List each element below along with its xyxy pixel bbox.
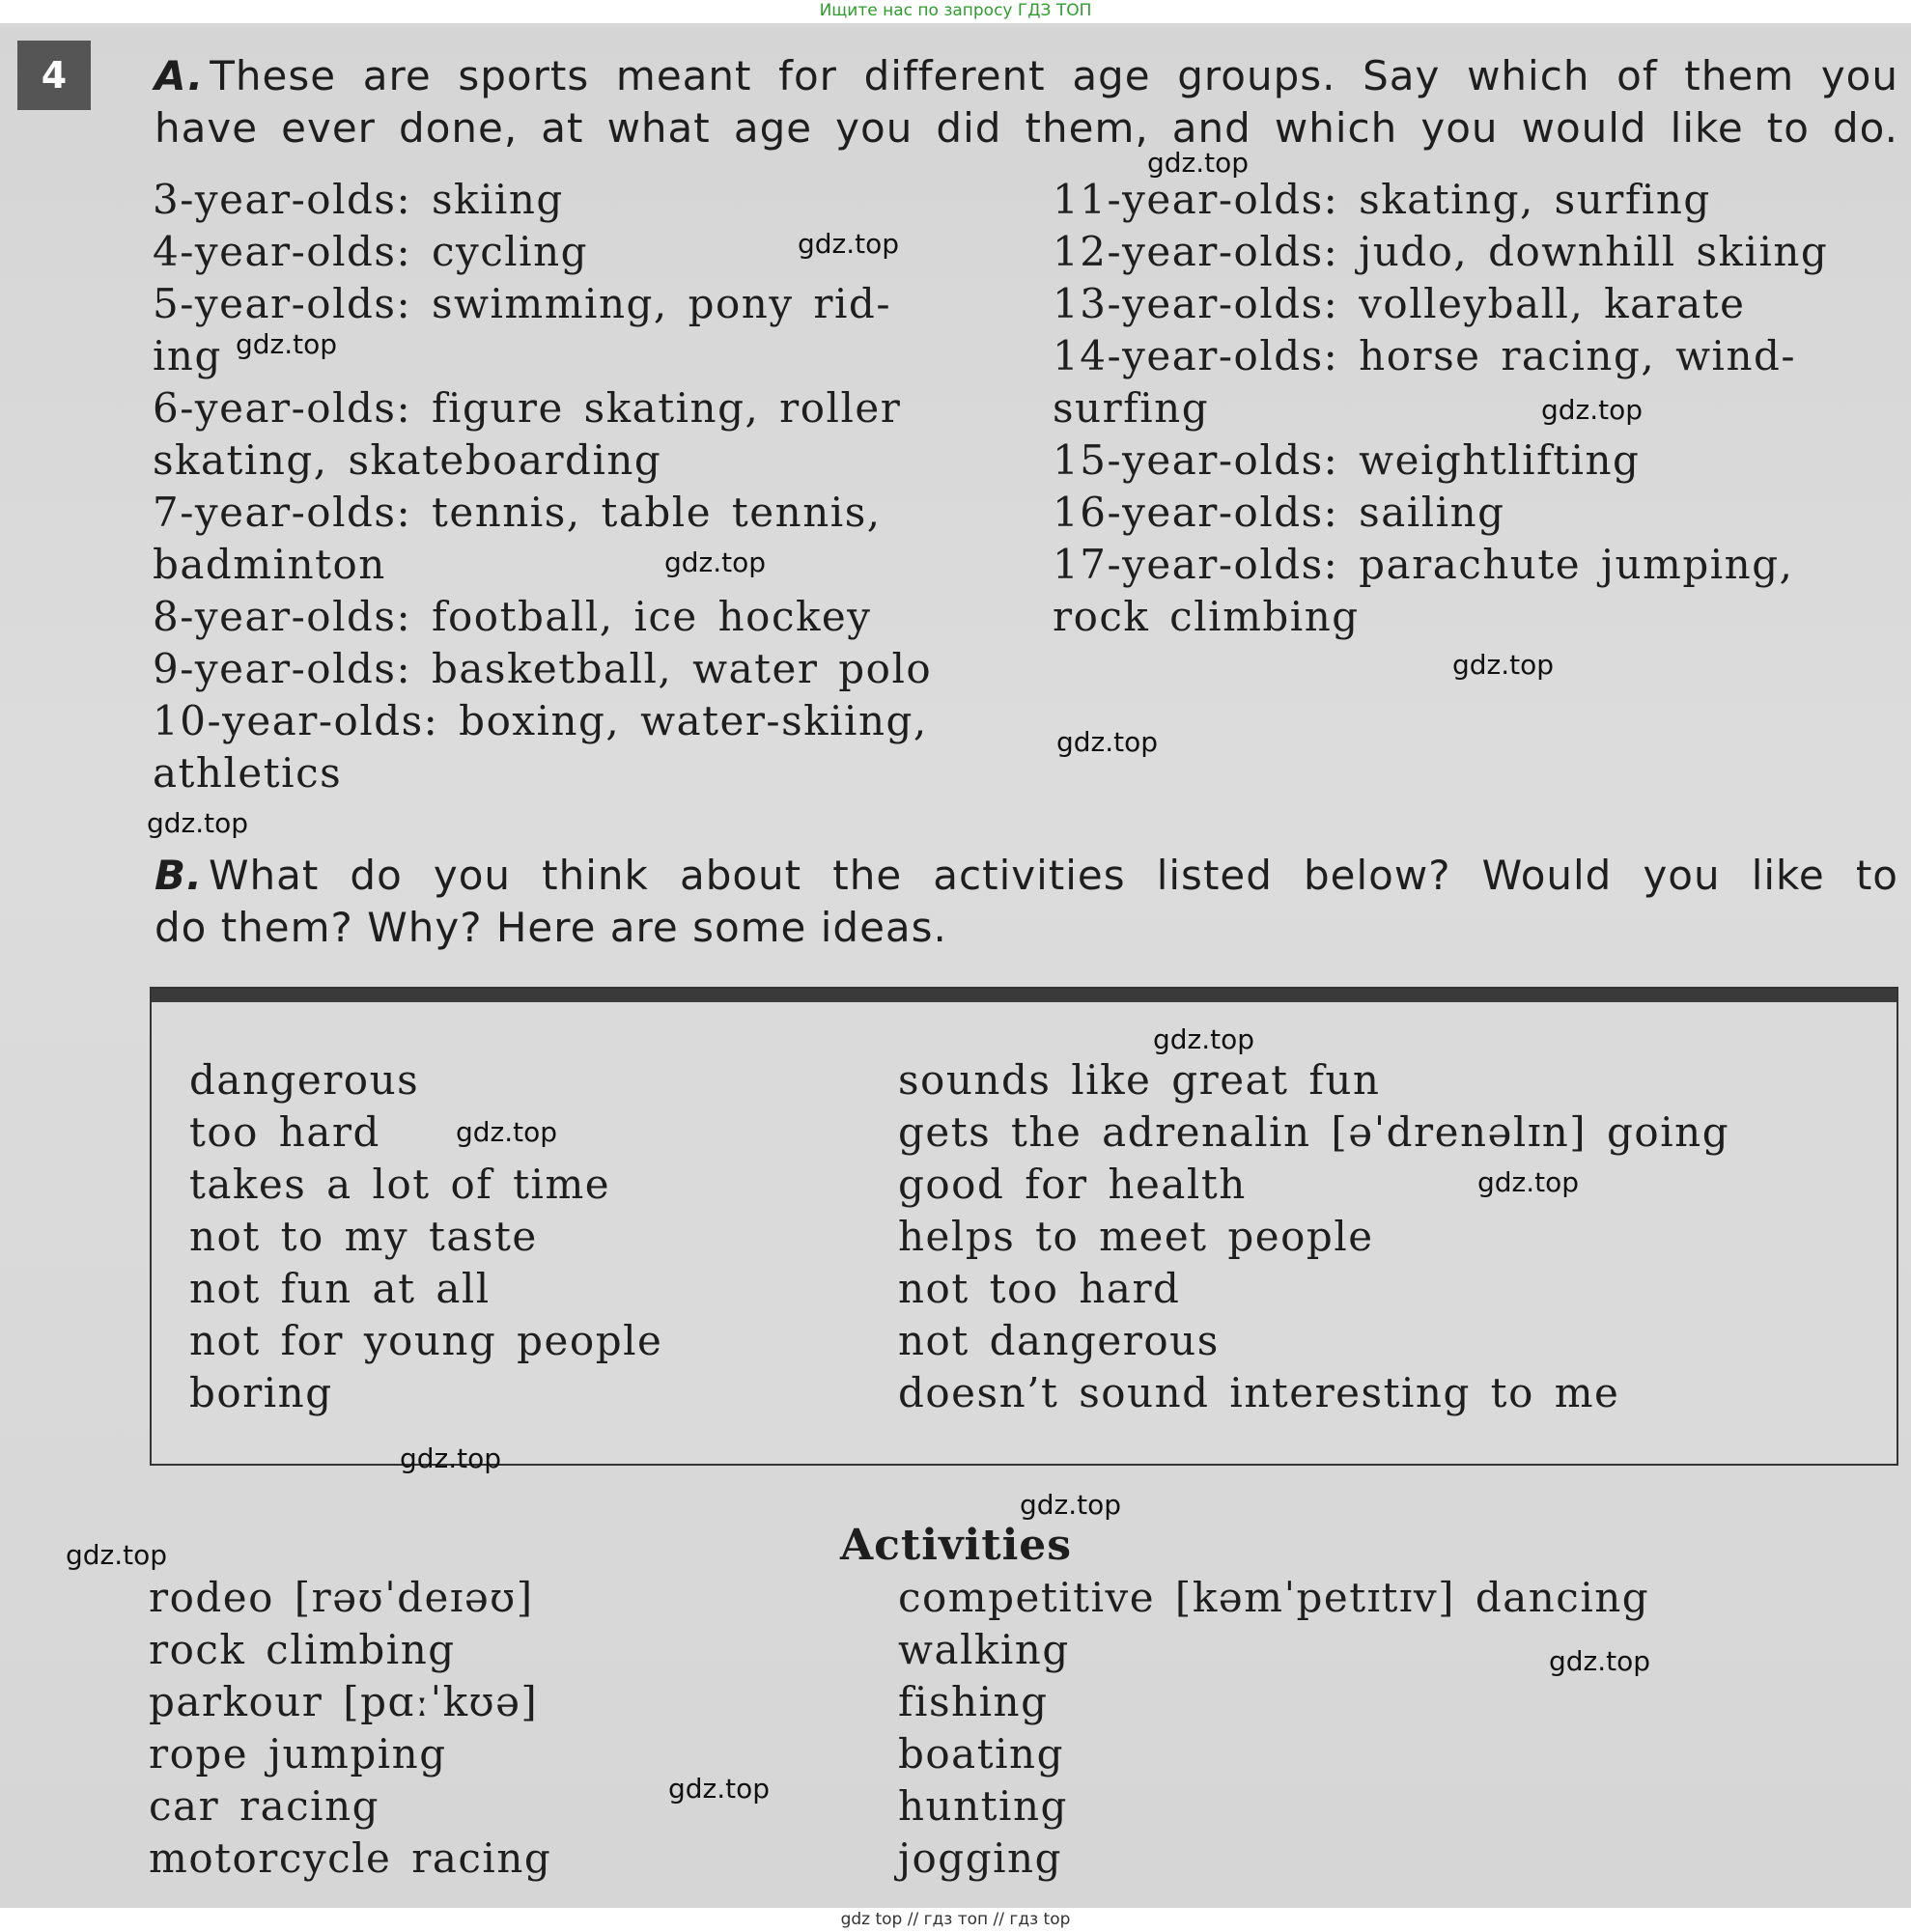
age-line-7-cont: badminton [153,541,386,588]
activity-item: rock climbing [149,1626,456,1673]
age-line-17: 17-year-olds: parachute jumping, [1053,541,1794,588]
watermark: gdz.top [1541,394,1644,426]
age-line-11: 11-year-olds: skating, surfing [1053,176,1711,223]
age-line-4: 4-year-olds: cycling [153,228,589,275]
watermark: gdz.top [66,1539,168,1571]
idea-positive-item: doesn’t sound interesting to me [898,1369,1620,1416]
idea-positive-item: gets the adrenalin [əˈdrenəlɪn] going [898,1108,1730,1156]
activity-item: parkour [pɑːˈkʊə] [149,1678,539,1725]
part-a-instruction-line2: have ever done, at what age you did them, and which you would like to do. [155,104,1898,152]
age-line-6: 6-year-olds: figure skating, roller [153,384,902,432]
idea-positive-item: not dangerous [898,1317,1220,1364]
watermark: gdz.top [664,546,767,578]
idea-negative-item: too hard [189,1108,380,1156]
watermark: gdz.top [400,1442,502,1474]
idea-negative-item: dangerous [189,1056,420,1104]
age-line-8: 8-year-olds: football, ice hockey [153,593,872,640]
activities-heading: Activities [840,1521,1073,1570]
watermark: gdz.top [1147,147,1250,179]
age-line-13: 13-year-olds: volleyball, karate [1053,280,1746,327]
activity-item: walking [898,1626,1070,1673]
part-b-instruction-line2: do them? Why? Here are some ideas. [155,904,947,951]
idea-negative-item: takes a lot of time [189,1161,611,1208]
age-line-15: 15-year-olds: weightlifting [1053,436,1641,484]
part-b-letter: B. [155,852,203,899]
part-b-instruction-line1 [155,850,1898,902]
age-line-6-cont: skating, skateboarding [153,436,662,484]
age-line-12: 12-year-olds: judo, downhill skiing [1053,228,1829,275]
age-line-5-cont: ing [153,332,222,379]
watermark: gdz.top [1452,649,1555,681]
watermark: gdz.top [1549,1645,1651,1677]
age-line-3: 3-year-olds: skiing [153,176,564,223]
activity-item: motorcycle racing [149,1834,552,1882]
exercise-number-badge: 4 [17,41,91,110]
age-line-14-cont: surfing [1053,384,1210,432]
part-a-instruction-text1: These are sports meant for different age groups. Say which of them you [210,52,1898,99]
idea-positive-item: good for health [898,1161,1247,1208]
idea-negative-item: not fun at all [189,1265,491,1312]
activity-item: fishing [898,1678,1049,1725]
age-line-5: 5-year-olds: swimming, pony rid- [153,280,892,327]
watermark: gdz.top [236,328,338,360]
age-line-16: 16-year-olds: sailing [1053,489,1505,536]
idea-negative-item: not to my taste [189,1213,538,1260]
activity-item: hunting [898,1782,1068,1830]
activity-item: rodeo [rəʊˈdeɪəʊ] [149,1574,534,1621]
watermark: gdz.top [1153,1023,1255,1055]
idea-positive-item: not too hard [898,1265,1181,1312]
watermark: gdz.top [798,228,900,260]
age-line-9: 9-year-olds: basketball, water polo [153,645,933,692]
activity-item: competitive [kəmˈpetɪtɪv] dancing [898,1574,1650,1621]
activity-item: boating [898,1730,1064,1778]
age-line-17-cont: rock climbing [1053,593,1360,640]
age-line-10-cont: athletics [153,749,343,797]
age-line-14: 14-year-olds: horse racing, wind- [1053,332,1797,379]
watermark: gdz.top [668,1773,771,1805]
activity-item: car racing [149,1782,379,1830]
watermark: gdz.top [1056,726,1159,758]
age-line-7: 7-year-olds: tennis, table tennis, [153,489,882,536]
top-banner[interactable]: Ищите нас по запросу ГДЗ ТОП [0,0,1911,23]
part-a-instruction-line1 [155,50,1898,102]
activity-item: rope jumping [149,1730,447,1778]
watermark: gdz.top [1477,1166,1580,1198]
part-b-instruction-text1: What do you think about the activities listed below? Would you like to [208,852,1898,899]
activity-item: jogging [898,1834,1062,1882]
watermark: gdz.top [1020,1489,1122,1521]
idea-positive-item: sounds like great fun [898,1056,1381,1104]
idea-positive-item: helps to meet people [898,1213,1374,1260]
ideas-box-top-bar [152,989,1897,1002]
bottom-banner[interactable]: gdz top // гдз топ // гдз top [0,1908,1911,1932]
age-line-10: 10-year-olds: boxing, water-skiing, [153,697,928,744]
idea-negative-item: boring [189,1369,333,1416]
part-a-letter: A. [155,52,205,99]
watermark: gdz.top [147,807,249,839]
watermark: gdz.top [456,1116,558,1148]
idea-negative-item: not for young people [189,1317,663,1364]
